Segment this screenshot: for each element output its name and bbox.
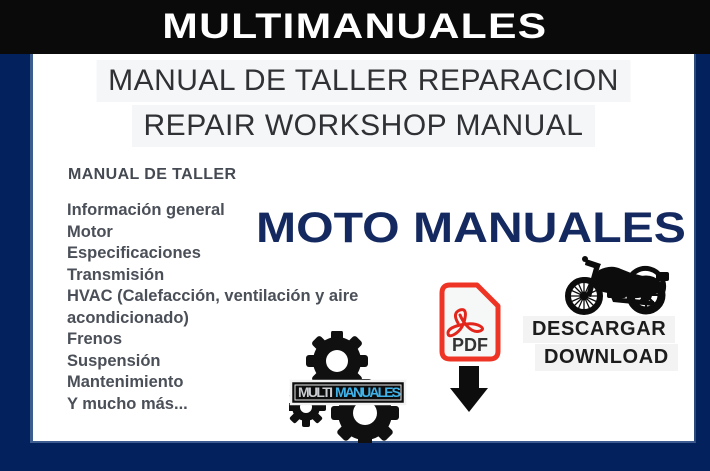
download-label[interactable]: DOWNLOAD (535, 344, 678, 371)
multimanuales-gears-logo (289, 331, 409, 443)
contents-item: Frenos (67, 330, 123, 348)
logo-multi-text: MULTI (298, 384, 333, 400)
content-panel (30, 54, 696, 443)
contents-item: Especificaciones (67, 244, 201, 262)
motorcycle-icon (559, 250, 671, 318)
brand-title: MULTIMANUALES (162, 7, 548, 46)
contents-item: HVAC (Calefacción, ventilación y aire acondicionado) (67, 287, 359, 327)
title-english: REPAIR WORKSHOP MANUAL (132, 105, 596, 147)
down-arrow-head (450, 388, 488, 412)
title-spanish: MANUAL DE TALLER REPARACION (96, 60, 631, 102)
manual-heading: MANUAL DE TALLER (68, 166, 237, 183)
logo-manuales-text: MANUALES (335, 384, 401, 400)
descargar-label[interactable]: DESCARGAR (523, 316, 675, 343)
contents-item: Transmisión (67, 265, 165, 284)
pdf-label: PDF (452, 335, 488, 355)
contents-item: Y mucho más... (67, 394, 188, 413)
contents-item: Suspensión (67, 351, 161, 370)
contents-item: Mantenimiento (67, 373, 184, 391)
top-banner (0, 0, 710, 54)
contents-item: Motor (67, 222, 113, 241)
pdf-icon[interactable] (436, 281, 504, 363)
down-arrow-shaft (459, 366, 479, 388)
down-arrow-icon[interactable] (450, 366, 488, 412)
contents-item: Información general (67, 201, 225, 219)
moto-manuales-title: MOTO MANUALES (256, 204, 686, 252)
